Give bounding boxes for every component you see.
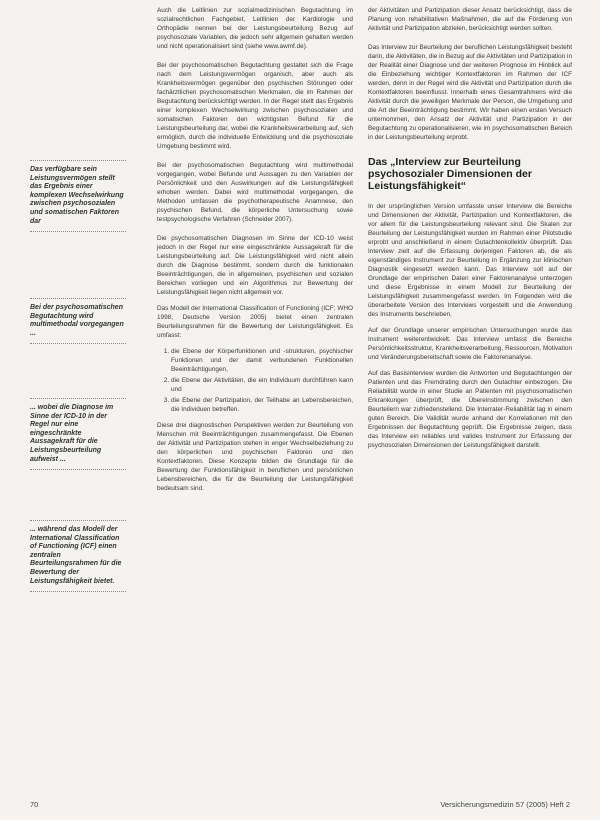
- section-heading: Das „Interview zur Beurteilung psychosozialer Dimensionen der Leistungsfähigkeit“: [368, 156, 532, 192]
- numbered-list: [157, 347, 353, 414]
- pull-quote: ... wobei die Diagnose im Sinne der ICD-10 in der Regel nur eine eingeschränkte Aussagekraft für die Leistungsbeurteilung aufweist ...: [30, 398, 126, 470]
- text-column-right: [368, 6, 572, 457]
- list-item: 3. die Ebene der Partizipation, der Teilhabe an Lebensbereichen, die Individuen betreffen.: [171, 396, 353, 414]
- list-item: 2. die Ebene der Aktivitäten, die ein Individuum durchführen kann und: [171, 376, 353, 394]
- paragraph: Das Modell der International Classification of Functioning (ICF; WHO 1998, Deutsche Version 2005) bietet einen zentralen Beurteilungsrahmen für die Bewertung der Leistungsfähigkeit. Es umfasst:: [157, 305, 353, 339]
- paragraph: der Aktivitäten und Partizipation dieser Ansatz berücksichtigt, dass die Planung von rehabilitativen Maßnahmen, die auf die Förderung von Aktivität und Partizipation abzielen, berücksichtigt werden sollten.: [368, 7, 572, 32]
- paragraph: Bei der psychosomatischen Begutachtung gestaltet sich die Frage nach dem Leistungsvermögen organisch, aber auch als Krankheitsvermögen gegenüber den psychischen Störungen oder fachärztlichen psychosomatischen Merkmalen, die im Rahmen der Begutachtung berücksichtigt werden. In der Regel stellt das Ergebnis einer komplexen Wechselwirkung zwischen psychosozialen und somatischen Faktoren den wichtigsten Befund für die Leistungsbeurteilung dar, wobei die Krankheitsverarbeitung auf, sich ermöglich, durch die individuelle Entwicklung und die psychosoziale Umgebung bestimmt wird.: [157, 62, 353, 150]
- paragraph: Bei der psychosomatischen Begutachtung wird multimethodal vorgegangen, wobei Befunde und Aussagen zu den Variablen der Persönlichkeit und den Auswirkungen auf die Leistungsfähigkeit erhoben werden. Dabei wird multimethodal vorgegangen, die Methoden umfassen die psychotherapeutische Anamnese, den psychischen Befund, die körperliche Untersuchung sowie testpsychologische Verfahren (Schneider 2007).: [157, 162, 353, 223]
- paragraph: Auf der Grundlage unserer empirischen Untersuchungen wurde das Instrument weiterentwickelt. Das Interview umfasst die Bereiche Persönlichkeitsstruktur, Krankheitsverarbeitung, Ressourcen, Motivation und Veränderungsbereitschaft sowie die Faktorenanalyse.: [368, 327, 572, 361]
- text-column-left: [157, 6, 353, 500]
- paragraph: Das Interview zur Beurteilung der beruflichen Leistungsfähigkeit besteht darin, die Aktivitäten, die in Bezug auf die Aktivitäten und Partizipation in der Realität einer Diagnose und der weiteren Prognose im Hinblick auf die Einbeziehung wichtiger Kontextfaktoren im Rahmen der ICF werden, denn in der Regel wird die Aktivität und Partizipation durch die Kontextfaktoren beeinflusst. Innerhalb eines Gesamtrahmens wird die Aktivität durch die jeweiligen Merkmale der Person, die Umgebung und die Art der Beeinträchtigung bestimmt. Wir haben einen ersten Versuch unternommen, den Ansatz der Aktivität und Partizipation in der Begutachtung zu operationalisieren, wie im psychosomatischen Bereich in der Leistungsbeurteilung erprobt.: [368, 44, 572, 141]
- paragraph: Auf das Basisinterview wurden die Antworten und Begutachtungen der Patienten und das Fremdrating durch den Gutachter einbezogen. Die Reliabilität wurde in einer Studie an Patienten mit psychosomatischen Erkrankungen überprüft, die Übereinstimmung zwischen den Beurteilern war zufriedenstellend. Die Interrater-Reliabilität lag in einem guten Bereich. Die Validität wurde anhand der Korrelationen mit den Ergebnissen der Begutachtung geprüft. Die Ergebnisse zeigen, dass das Interview ein reliables und valides Instrument zur Erfassung der psychosozialen Dimensionen der Leistungsfähigkeit darstellt.: [368, 370, 572, 449]
- list-item: 1. die Ebene der Körperfunktionen und -strukturen, psychischer Funktionen und der damit verbundenen Funktionellen Beeinträchtigungen,: [171, 347, 353, 374]
- paragraph: In der ursprünglichen Version umfasste unser Interview die Bereiche und Dimensionen der Aktivität, Partizipation und Kontextfaktoren, die vor allem für die Leistungsbeurteilung relevant sind. Die Skalen zur Beurteilung der Leistungsfähigkeit wurden im Rahmen einer Pilotstudie erprobt und anschließend in einem Gutachtenkollektiv überprüft. Das Interview zielt auf die Erfassung derjenigen Faktoren ab, die als eigenständiges Instrument zur Beurteilung in Ergänzung zur klinischen Diagnostik eingesetzt werden kann. Das Interview soll auf der Grundlage der empirischen Daten einer Faktorenanalyse unterzogen und diese Ergebnisse in einem Modell zur Beurteilung der Leistungsfähigkeit zusammengefasst werden. Im Folgenden wird die überarbeitete Version des Interviews vorgestellt und die Anwendung des Instruments beschrieben.: [368, 203, 572, 318]
- pull-quote: Das verfügbare sein Leistungsvermögen stellt das Ergebnis einer komplexen Wechselwirkung zwischen psychosozialen und somatischen Faktoren dar: [30, 160, 126, 232]
- paragraph: Die psychosomatischen Diagnosen im Sinne der ICD-10 weist jedoch in der Regel nur eine eingeschränkte Aussagekraft für die Leistungsbeurteilung auf. Die Leistungsfähigkeit wird nicht allein durch die Diagnose bestimmt, sondern durch die funktionalen Beeinträchtigungen, die in allgemeinen, psychischen und sozialen Bereichen vorliegen und ein Algorithmus zur Bewertung der Leistungsfähigkeit liegen nicht allgemein vor.: [157, 235, 353, 296]
- journal-reference: Versicherungsmedizin 57 (2005) Heft 2: [440, 800, 570, 809]
- pull-quote: ... während das Modell der International Classification of Functioning (ICF) einen zentralen Beurteilungsrahmen für die Bewertung der Leistungsfähigkeit bietet.: [30, 520, 126, 592]
- paragraph: Diese drei diagnostischen Perspektiven werden zur Beurteilung von Menschen mit Beeinträchtigungen zusammengefasst. Die Ebenen der Aktivität und Partizipation stehen in enger Wechselbeziehung zu den körperlichen und psychischen Faktoren und den Kontextfaktoren. Diese Konzepte bilden die Grundlage für die Bewertung der Funktionsfähigkeit in beruflichen und persönlichen Lebensbereichen, die für die Beurteilung der Leistungsfähigkeit bedeutsam sind.: [157, 422, 353, 492]
- page-number: 70: [30, 800, 39, 809]
- pull-quote: Bei der psychosomatischen Begutachtung wird multimethodal vorgegangen ...: [30, 298, 126, 344]
- paragraph: Auch die Leitlinien zur sozialmedizinischen Begutachtung im sozialrechtlichen Fachgebiet, Leitlinien der Kardiologie und Orthopädie nennen bei der Leistungsbeurteilung Bezug auf psychosoziale Variablen, die jedoch sehr allgemein gehalten werden und nicht operationalisiert sind (siehe www.awmf.de).: [157, 7, 353, 50]
